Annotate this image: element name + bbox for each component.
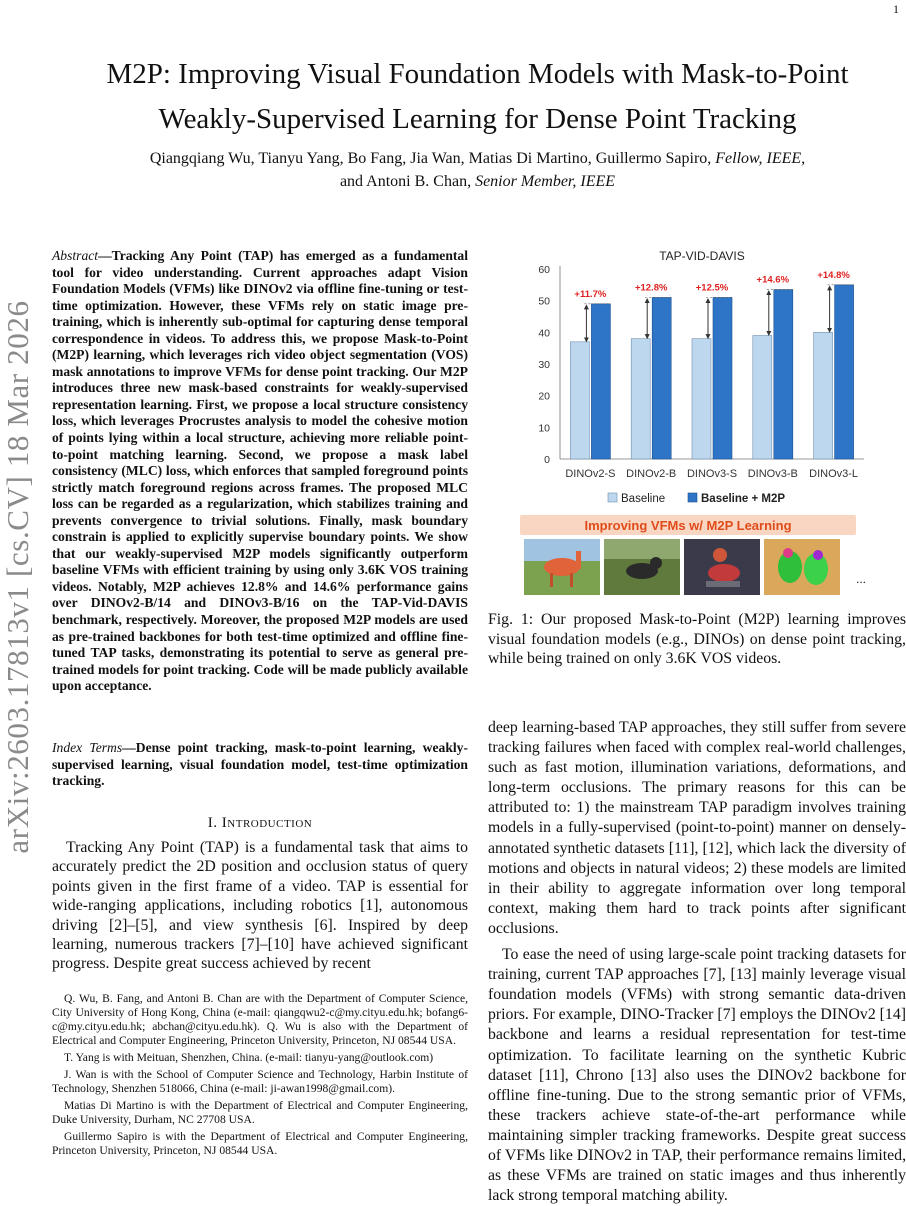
bar-baseline: [753, 336, 772, 460]
footnote: Guillermo Sapiro is with the Department of Electrical and Computer Engineering, Princeton University, Princeton, NJ 08544 USA.: [52, 1130, 468, 1157]
footnote: J. Wan is with the School of Computer Science and Technology, Harbin Institute of Technology, Shenzhen 518066, China (e-mail: ji-awan1998@gmail.com).: [52, 1068, 468, 1095]
legend-swatch-baseline: [608, 493, 617, 502]
arxiv-watermark: arXiv:2603.17813v1 [cs.CV] 18 Mar 2026: [0, 300, 35, 854]
legend-label-m2p: Baseline + M2P: [701, 493, 786, 505]
index-terms-text: Dense point tracking, mask-to-point learning, weakly-supervised learning, visual foundation model, test-time optimization tracking.: [52, 740, 468, 789]
authors-role-1: Fellow, IEEE,: [715, 150, 806, 167]
paragraph: deep learning-based TAP approaches, they still suffer from severe tracking failures when faced with complex real-world challenges, such as fast motion, illumination variations, deformations, and long-term occlusions. The primary reasons for this can be attributed to: 1) the mainstream TAP paradigm involves training models in a fully-supervised (point-to-point) manner on densely-annotated synthetic datasets [11], [12], which lack the diversity of motions and objects in natural videos; 2) these models are limited in their ability to aggregate information over long temporal context, making them hard to track points after significant occlusions.: [488, 719, 906, 937]
y-tick-label: 20: [538, 390, 550, 403]
x-tick-label: DINOv2-S: [565, 468, 616, 480]
x-tick-label: DINOv3-L: [809, 468, 859, 480]
y-tick-label: 0: [544, 454, 550, 466]
video-thumbnail-breakdance: [684, 539, 760, 595]
m2p-banner: [520, 515, 868, 597]
x-tick-label: DINOv3-S: [686, 468, 738, 480]
abstract: Abstract—Tracking Any Point (TAP) has emerged as a fundamental tool for video understanding. Current approaches adapt Vision Foundation Models (VFMs) like DINOv2 via offline fine-tuning or test-time optimization. However, these VFMs rely on static image pre-training, which is inherently sub-optimal for capturing dense temporal correspondence in videos. To address this, we propose Mask-to-Point (M2P) learning, which leverages rich video object segmentation (VOS) mask annotations to improve VFMs for dense point tracking. Our M2P introduces three new mask-based constraints for weakly-supervised representation learning. First, we propose a local structure consistency loss, which leverages Procrustes analysis to model the cohesive motion of points lying within a local structure, achieving more reliable point-to-point matching learning. Second, we propose a mask label consistency (MLC) loss, which enforces that sampled foreground points strictly match foreground regions across frames. The proposed MLC loss can be regarded as a regularization, which stabilizes training and prevents convergence to trivial solutions. Finally, mask boundary constrain is applied to explicitly supervise boundary points. We show that our weakly-supervised M2P models significantly outperform baseline VFMs with efficient training by using only 3.6K VOS training videos. Notably, M2P achieves 12.8% and 14.6% performance gains over DINOv2-B/14 and DINOv3-B/16 on the TAP-Vid-DAVIS benchmark, respectively. Moreover, the proposed M2P models are used as pre-trained backbones for both test-time optimized and offline fine-tuned TAP tasks, demonstrating its potential to serve as general pre-trained models for point tracking. Code will be made publicly available upon acceptance.: [52, 248, 468, 694]
y-tick-label: 30: [538, 359, 550, 371]
banner-ellipsis: ...: [856, 572, 867, 586]
title-line-1: M2P: Improving Visual Foundation Models with Mask-to-Point: [106, 58, 849, 90]
author-list: [60, 147, 895, 193]
bar-baseline: [814, 332, 833, 459]
abstract-text: Tracking Any Point (TAP) has emerged as a fundamental tool for video understanding. Current approaches adapt Vision Foundation Models (VFMs) like DINOv2 via offline fine-tuning or test-time optimization. However, these VFMs rely on static image pre-training, which is inherently sub-optimal for capturing dense temporal correspondence in videos. To address this, we propose Mask-to-Point (M2P) learning, which leverages rich video object segmentation (VOS) mask annotations to improve VFMs for dense point tracking. Our M2P introduces three new mask-based constraints for weakly-supervised representation learning. First, we propose a local structure consistency loss, which leverages Procrustes analysis to model the cohesive motion of points lying within a local structure, achieving more reliable point-to-point matching learning. Second, we propose a mask label consistency (MLC) loss, which enforces that sampled foreground points strictly match foreground regions across frames. The proposed MLC loss can be regarded as a regularization, which stabilizes training and prevents convergence to trivial solutions. Finally, mask boundary constrain is applied to explicitly supervise boundary points. We show that our weakly-supervised M2P models significantly outperform baseline VFMs with efficient training by using only 3.6K VOS training videos. Notably, M2P achieves 12.8% and 14.6% performance gains over DINOv2-B/14 and DINOv3-B/16 on the TAP-Vid-DAVIS benchmark, respectively. Moreover, the proposed M2P models are used as pre-trained backbones for both test-time optimized and offline fine-tuned TAP tasks, demonstrating its potential to serve as general pre-trained models for point tracking. Code will be made publicly available upon acceptance.: [52, 248, 468, 694]
video-thumbnail-dog: [604, 539, 680, 595]
title-line-2: Weakly-Supervised Learning for Dense Point Tracking: [158, 103, 797, 135]
gain-label: +11.7%: [574, 288, 607, 300]
gain-label: +12.8%: [634, 282, 668, 294]
paper-title: [60, 52, 895, 142]
y-tick-label: 50: [538, 295, 550, 308]
bar-baseline-m2p: [652, 298, 671, 460]
legend-label-baseline: Baseline: [621, 493, 666, 505]
gain-label: +14.6%: [756, 274, 790, 286]
legend-swatch-m2p: [688, 493, 697, 502]
x-tick-label: DINOv3-B: [747, 468, 798, 480]
index-terms: Index Terms—Dense point tracking, mask-to-point learning, weakly-supervised learning, visual foundation model, test-time optimization tracking.: [52, 740, 468, 789]
banner-title: Improving VFMs w/ M2P Learning: [584, 518, 792, 533]
chart-title: TAP-VID-DAVIS: [659, 249, 745, 263]
video-thumbnail-camel: [524, 539, 600, 595]
index-terms-label: Index Terms: [52, 740, 123, 755]
bar-baseline-m2p: [835, 285, 854, 459]
right-column-text: [488, 718, 906, 1206]
footnote: Q. Wu, B. Fang, and Antoni B. Chan are with the Department of Computer Science, City University of Hong Kong, China (e-mail: qiangqwu2-c@my.cityu.edu.hk; bofang6-c@my.cityu.edu.hk; abchan@cityu.edu.hk). Q. Wu is also with the Department of Electrical and Computer Engineering, Princeton University, Princeton, NJ 08544 USA.: [52, 992, 468, 1047]
bar-baseline-m2p: [774, 290, 793, 459]
gain-label: +14.8%: [817, 269, 850, 281]
y-tick-label: 10: [538, 422, 550, 435]
video-thumbnail-parrots: [764, 539, 840, 595]
authors-line-2: and Antoni B. Chan,: [339, 173, 476, 190]
y-tick-label: 40: [538, 327, 550, 340]
footnotes: [52, 992, 468, 1161]
section-title: Introduction: [221, 815, 313, 831]
footnote: Matias Di Martino is with the Department of Electrical and Computer Engineering, Duke University, Durham, NC 27708 USA.: [52, 1099, 468, 1126]
abstract-label: Abstract: [52, 248, 99, 263]
authors-line-1: Qiangqiang Wu, Tianyu Yang, Bo Fang, Jia Wan, Matias Di Martino, Guillermo Sapiro,: [149, 150, 716, 167]
section-number: I.: [207, 815, 218, 831]
authors-role-2: Senior Member, IEEE: [475, 173, 616, 190]
bar-baseline-m2p: [713, 298, 732, 460]
paragraph: To ease the need of using large-scale point tracking datasets for training, current TAP approaches [7], [13] mainly leverage visual foundation models (VFMs) with strong semantic data-driven priors. For example, DINO-Tracker [7] employs the DINOv2 [14] backbone and learns a residual representation for test-time optimization. To facilitate learning on the synthetic Kubric dataset [11], Chrono [13] also uses the DINOv2 backbone for offline fine-tuning. Due to the strong semantic prior of VFMs, these trackers achieve state-of-the-art performance while maintaining simpler tracking frameworks. Despite great success of VFMs like DINOv2 in TAP, their performance remains limited, as these VFMs are trained on static images and thus inherently lack strong temporal matching ability.: [488, 946, 906, 1205]
figure-caption: Fig. 1: Our proposed Mask-to-Point (M2P) learning improves visual foundation models (e.g., DINOs) on dense point tracking, while being trained on only 3.6K VOS videos.: [488, 611, 906, 668]
footnote: T. Yang is with Meituan, Shenzhen, China. (e-mail: tianyu-yang@outlook.com): [64, 1051, 434, 1064]
x-tick-label: DINOv2-B: [626, 468, 677, 480]
section-heading: [52, 815, 468, 832]
intro-paragraph: Tracking Any Point (TAP) is a fundamental task that aims to accurately predict the 2D position and occlusion status of query points given in the first frame of a video. TAP is essential for wide-ranging applications, including robotics [1], autonomous driving [2]–[5], and view synthesis [6]. Inspired by deep learning, numerous trackers [7]–[10] have achieved significant progress. Despite great success achieved by recent: [52, 839, 468, 973]
bar-baseline: [692, 339, 711, 459]
page-number: 1: [893, 2, 899, 16]
gain-label: +12.5%: [695, 282, 729, 294]
tap-vid-davis-bar-chart: [520, 244, 884, 514]
bar-baseline-m2p: [591, 304, 610, 459]
bar-baseline: [570, 342, 589, 459]
y-tick-label: 60: [538, 264, 550, 276]
bar-baseline: [631, 339, 650, 459]
